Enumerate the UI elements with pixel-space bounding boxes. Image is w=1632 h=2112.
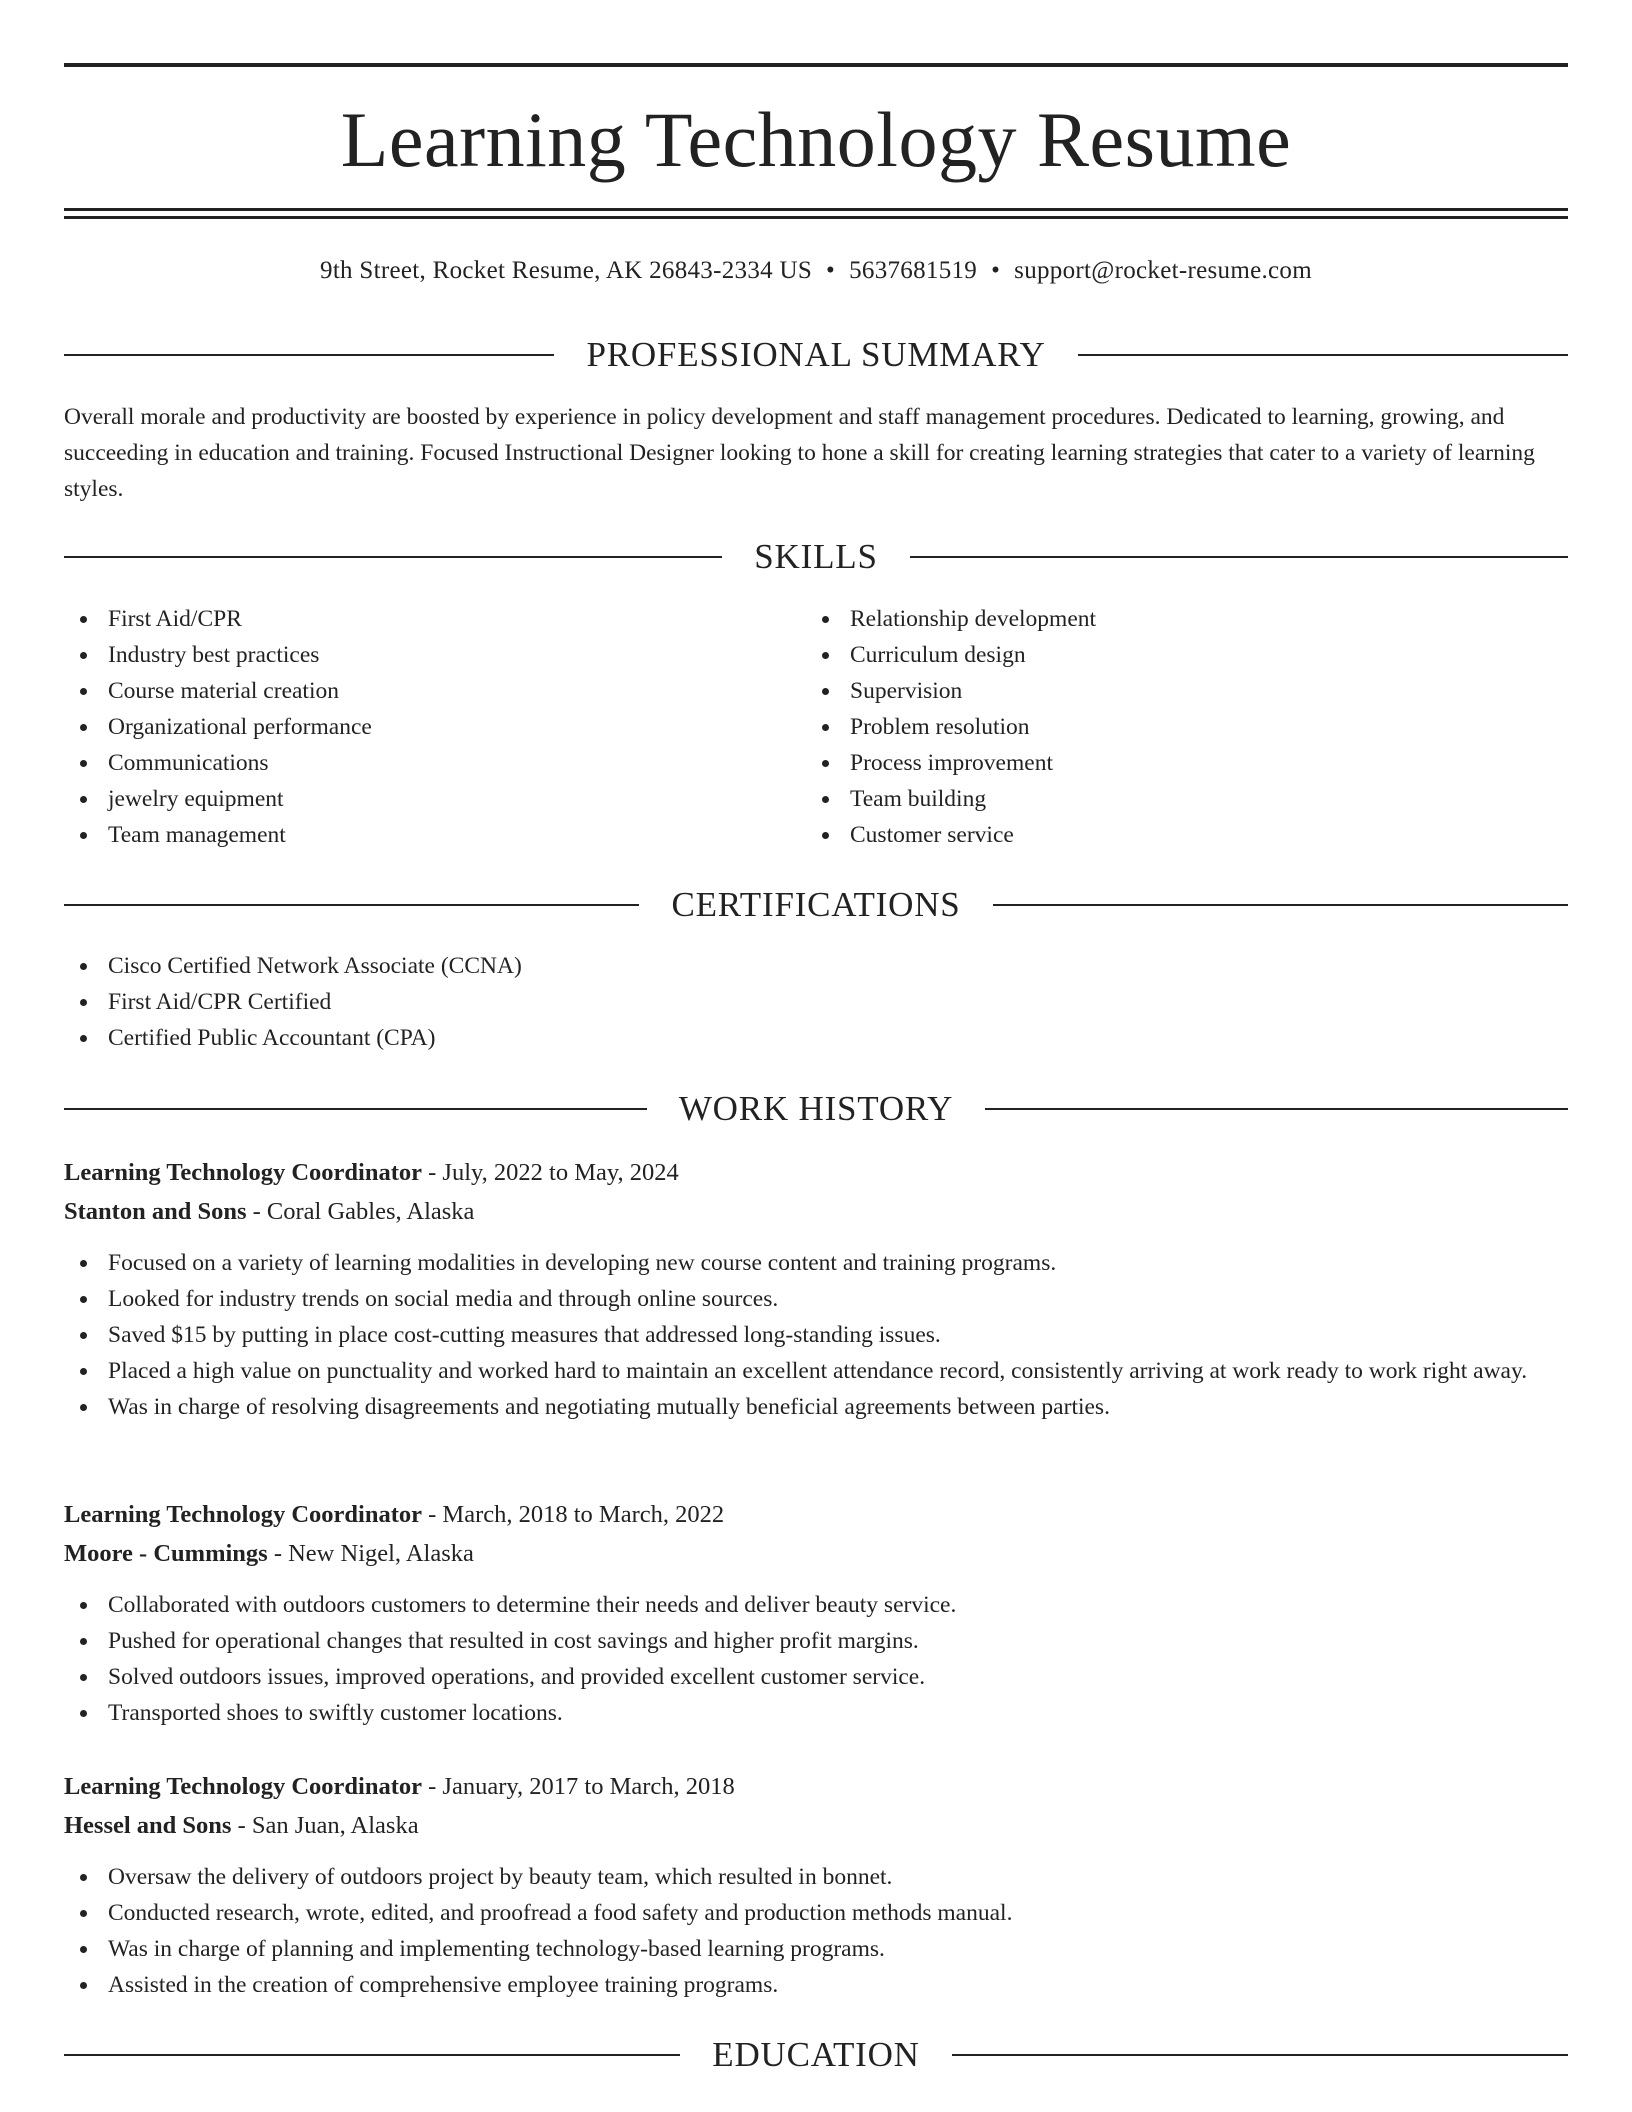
- skill-item: Problem resolution: [806, 709, 1506, 745]
- job-duty-item: Solved outdoors issues, improved operations, and provided excellent customer service.: [64, 1659, 1568, 1695]
- job-title: Learning Technology Coordinator: [64, 1773, 423, 1800]
- section-heading-certifications: [64, 883, 1568, 927]
- skills-column-right: [806, 601, 1506, 853]
- job-entry: [64, 1495, 1568, 1731]
- job-title: Learning Technology Coordinator: [64, 1501, 423, 1528]
- job-company-line: [64, 1806, 1568, 1845]
- skills-list-left: [64, 601, 764, 853]
- job-dates: - July, 2022 to May, 2024: [422, 1159, 679, 1186]
- job-company-line: [64, 1192, 1568, 1231]
- heading-rule-right: [985, 1108, 1568, 1110]
- heading-rule-left: [64, 556, 722, 558]
- heading-rule-left: [64, 1108, 647, 1110]
- certification-item: Certified Public Accountant (CPA): [64, 1020, 1064, 1056]
- job-title-line: [64, 1767, 1568, 1806]
- skills-column-left: [64, 601, 764, 853]
- skill-item: Organizational performance: [64, 709, 764, 745]
- job-duty-item: Was in charge of planning and implementing technology-based learning programs.: [64, 1931, 1568, 1967]
- contact-separator: •: [826, 257, 836, 284]
- job-location: - New Nigel, Alaska: [267, 1540, 474, 1567]
- heading-rule-left: [64, 2054, 680, 2056]
- skill-item: Supervision: [806, 673, 1506, 709]
- job-duty-item: Oversaw the delivery of outdoors project by beauty team, which resulted in bonnet.: [64, 1859, 1568, 1895]
- job-company-line: [64, 1534, 1568, 1573]
- section-title: EDUCATION: [712, 2035, 920, 2074]
- skill-item: Industry best practices: [64, 637, 764, 673]
- heading-rule-left: [64, 904, 639, 906]
- job-duty-item: Transported shoes to swiftly customer locations.: [64, 1695, 1568, 1731]
- job-duty-item: Focused on a variety of learning modalities in developing new course content and training programs.: [64, 1245, 1568, 1281]
- summary-text: Overall morale and productivity are boosted by experience in policy development and staff management procedures. Dedicated to learning, growing, and succeeding in education and training. Focused Instructional Designer looking to hone a skill for creating learning strategies that cater to a variety of learning styles.: [64, 404, 1535, 502]
- job-location: - San Juan, Alaska: [231, 1812, 419, 1839]
- contact-phone: 5637681519: [849, 257, 978, 284]
- title-rule-upper: [64, 208, 1568, 211]
- top-rule: [64, 63, 1568, 67]
- job-duty-item: Pushed for operational changes that resulted in cost savings and higher profit margins.: [64, 1623, 1568, 1659]
- skill-item: Course material creation: [64, 673, 764, 709]
- contact-line: [64, 254, 1568, 288]
- certifications-block: [64, 948, 1064, 1056]
- job-duties-list: [64, 1859, 1568, 2003]
- skill-item: Curriculum design: [806, 637, 1506, 673]
- title-rule-lower: [64, 216, 1568, 219]
- job-duty-item: Was in charge of resolving disagreements and negotiating mutually beneficial agreements between parties.: [64, 1389, 1568, 1425]
- job-entry: [64, 1153, 1568, 1425]
- section-heading-work-history: [64, 1087, 1568, 1131]
- section-title: CERTIFICATIONS: [671, 885, 961, 924]
- job-location: - Coral Gables, Alaska: [246, 1198, 475, 1225]
- job-entry: [64, 1767, 1568, 2003]
- skill-item: Team building: [806, 781, 1506, 817]
- certification-item: Cisco Certified Network Associate (CCNA): [64, 948, 1064, 984]
- job-duty-item: Saved $15 by putting in place cost-cutting measures that addressed long-standing issues.: [64, 1317, 1568, 1353]
- skill-item: First Aid/CPR: [64, 601, 764, 637]
- resume-title: Learning Technology Resume: [340, 96, 1292, 183]
- certification-item: First Aid/CPR Certified: [64, 984, 1064, 1020]
- section-title: WORK HISTORY: [678, 1089, 954, 1128]
- section-heading-education: [64, 2033, 1568, 2077]
- section-heading-summary: [64, 333, 1568, 377]
- job-duty-item: Conducted research, wrote, edited, and proofread a food safety and production methods manual.: [64, 1895, 1568, 1931]
- certifications-list: [64, 948, 1064, 1056]
- skill-item: Communications: [64, 745, 764, 781]
- skill-item: jewelry equipment: [64, 781, 764, 817]
- job-duties-list: [64, 1245, 1568, 1425]
- skill-item: Customer service: [806, 817, 1506, 853]
- job-title-line: [64, 1153, 1568, 1192]
- job-duty-item: Looked for industry trends on social media and through online sources.: [64, 1281, 1568, 1317]
- skill-item: Team management: [64, 817, 764, 853]
- job-title-line: [64, 1495, 1568, 1534]
- job-company: Moore - Cummings: [64, 1540, 268, 1567]
- heading-rule-right: [952, 2054, 1568, 2056]
- skill-item: Relationship development: [806, 601, 1506, 637]
- contact-email: support@rocket-resume.com: [1014, 257, 1312, 284]
- job-dates: - January, 2017 to March, 2018: [422, 1773, 735, 1800]
- contact-address: 9th Street, Rocket Resume, AK 26843-2334 US: [320, 257, 813, 284]
- contact-separator: •: [991, 257, 1001, 284]
- job-company: Hessel and Sons: [64, 1812, 232, 1839]
- job-title: Learning Technology Coordinator: [64, 1159, 423, 1186]
- heading-rule-left: [64, 354, 554, 356]
- section-title: SKILLS: [754, 537, 878, 576]
- heading-rule-right: [1078, 354, 1568, 356]
- job-duty-item: Collaborated with outdoors customers to determine their needs and deliver beauty service.: [64, 1587, 1568, 1623]
- section-title: PROFESSIONAL SUMMARY: [586, 335, 1046, 374]
- job-duties-list: [64, 1587, 1568, 1731]
- heading-rule-right: [993, 904, 1568, 906]
- heading-rule-right: [910, 556, 1568, 558]
- job-duty-item: Placed a high value on punctuality and worked hard to maintain an excellent attendance record, consistently arriving at work ready to work right away.: [64, 1353, 1568, 1389]
- job-duty-item: Assisted in the creation of comprehensive employee training programs.: [64, 1967, 1568, 2003]
- job-dates: - March, 2018 to March, 2022: [422, 1501, 725, 1528]
- skill-item: Process improvement: [806, 745, 1506, 781]
- job-company: Stanton and Sons: [64, 1198, 247, 1225]
- section-heading-skills: [64, 535, 1568, 579]
- skills-list-right: [806, 601, 1506, 853]
